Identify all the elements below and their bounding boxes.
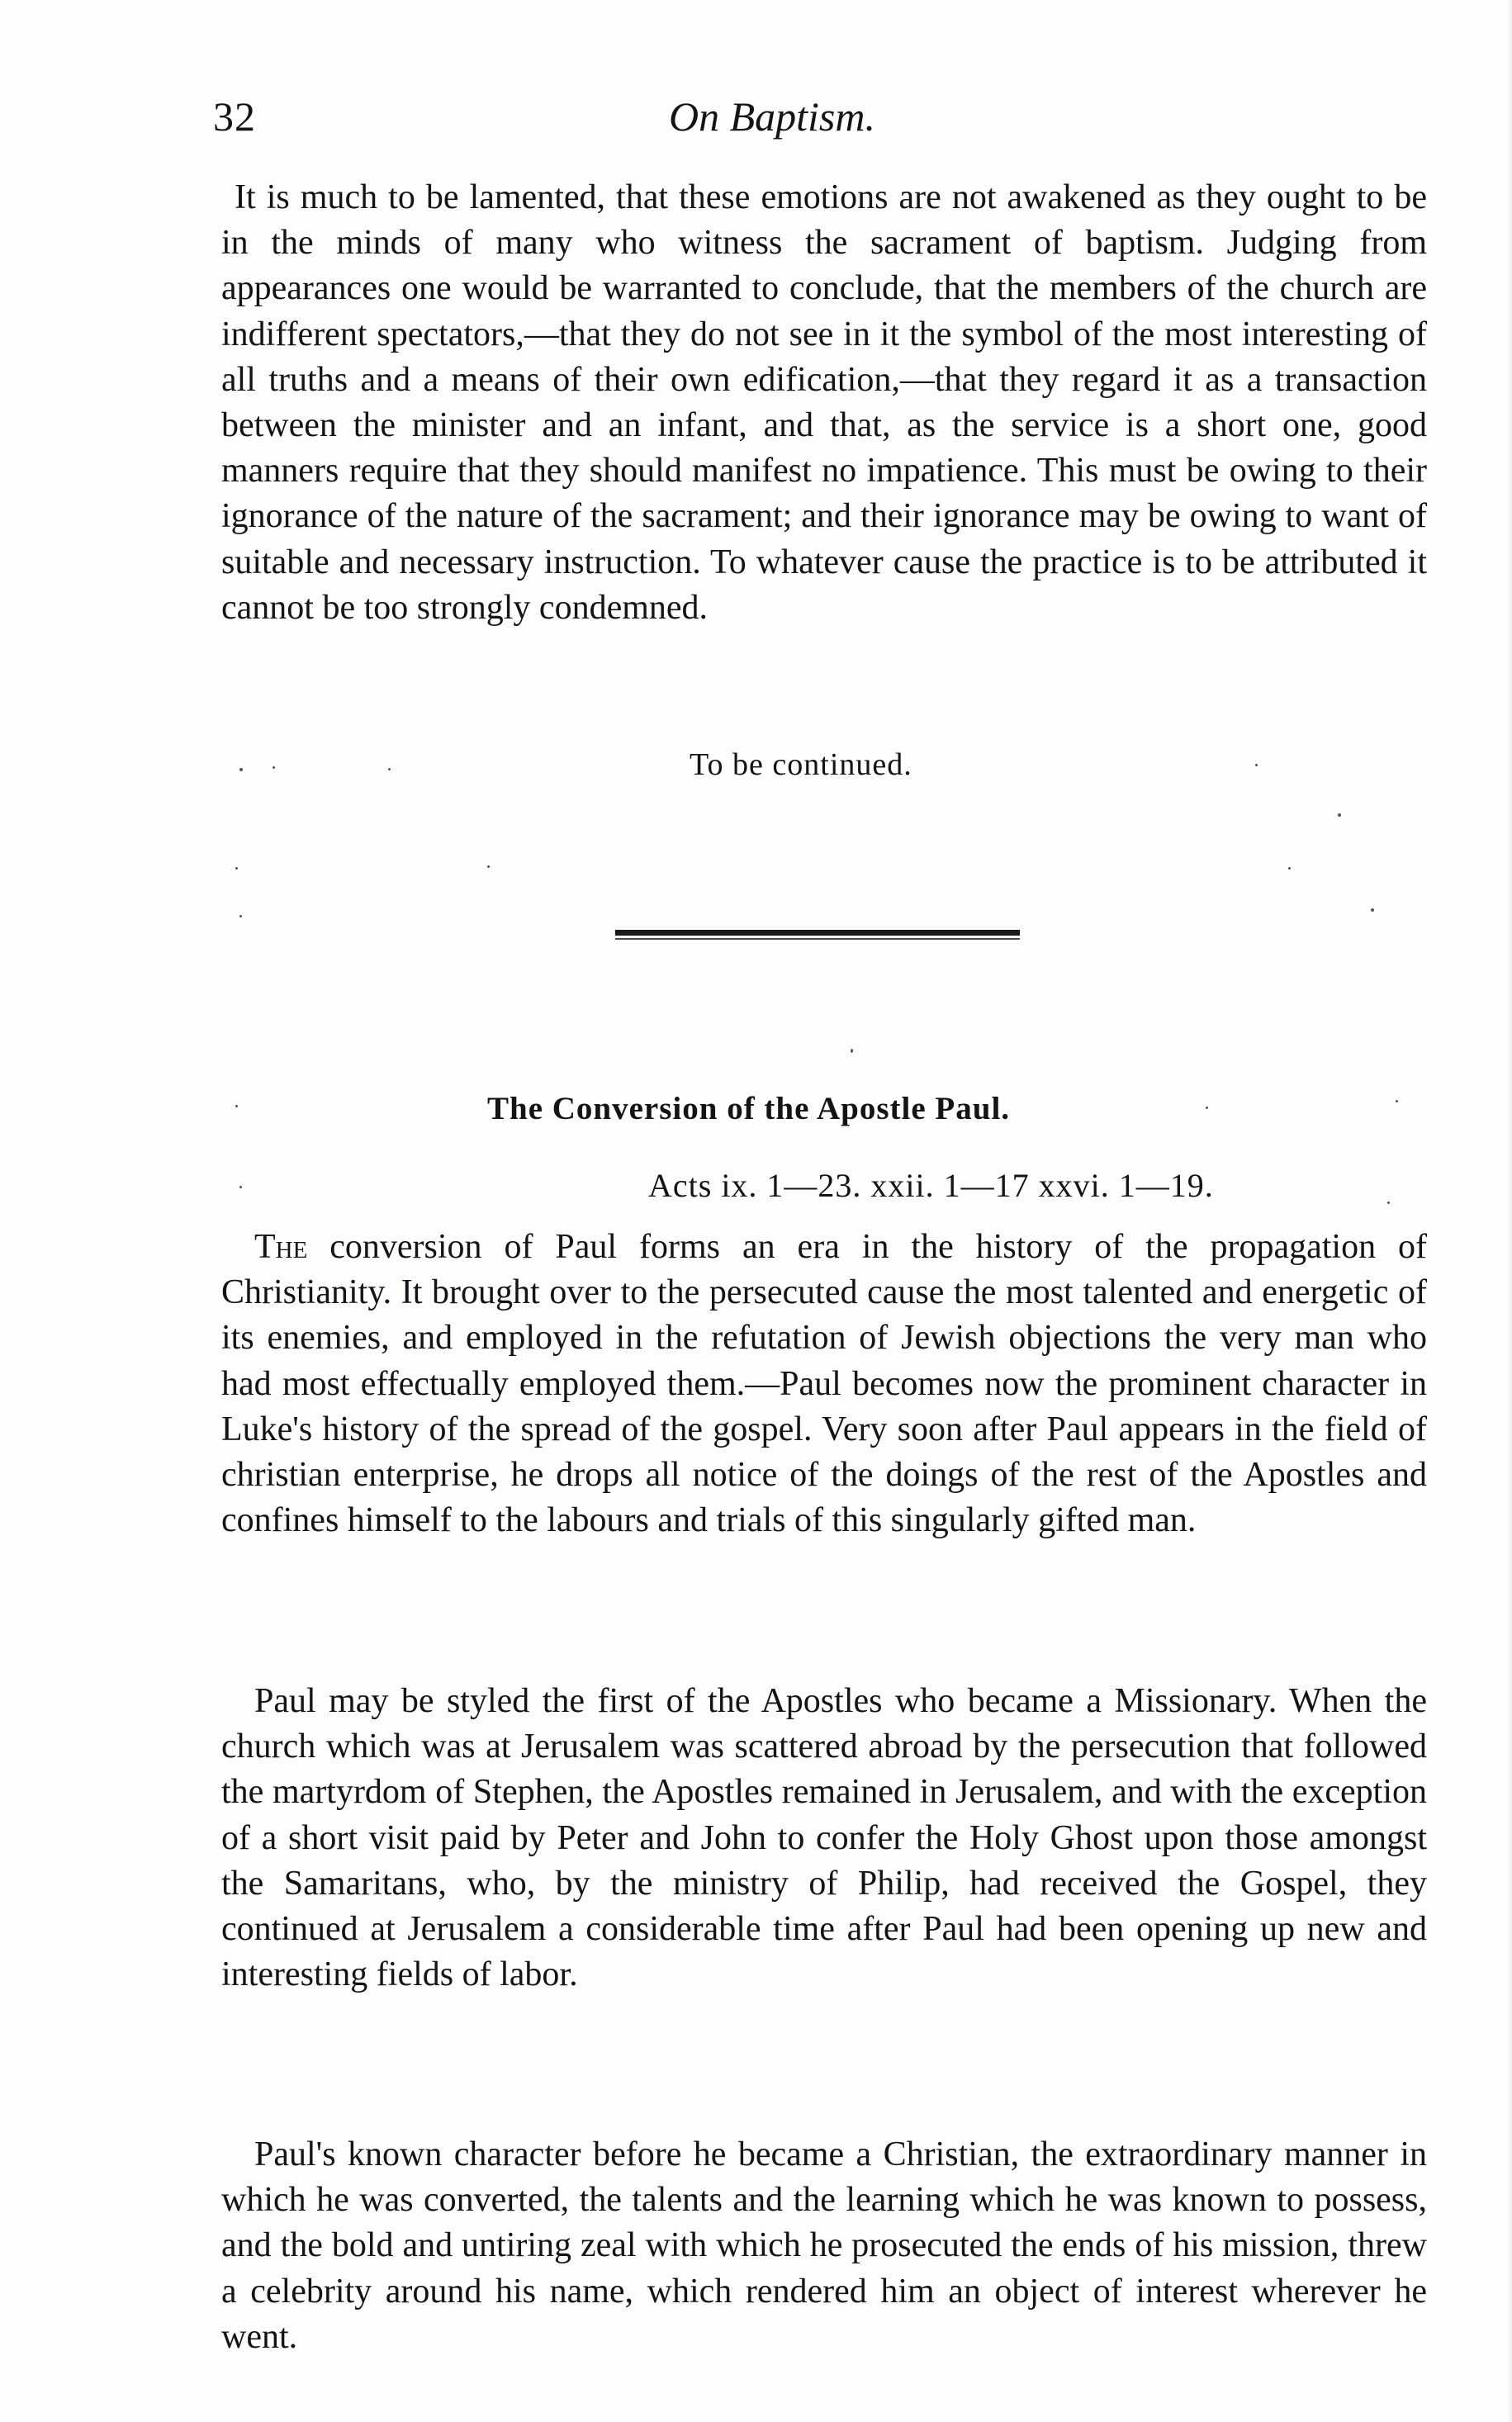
- section-divider-rule: [615, 928, 1020, 941]
- scan-speck: [273, 766, 275, 769]
- scan-speck: [851, 1049, 853, 1053]
- scan-speck: [239, 1186, 242, 1188]
- article-paragraph-1: [221, 1225, 1427, 1543]
- scan-speck: [1206, 1107, 1208, 1109]
- scan-speck: [1396, 1100, 1398, 1102]
- scan-speck: [1255, 764, 1258, 766]
- article-paragraph-1-text: conversion of Paul forms an era in the history of the propagation of Christianity. It brought over to the persecuted cause the most talented and energetic of its enemies, and employed in the refutation of Jewish objections the very man who had most effectually employed them.—Paul becomes now the prominent character in Luke's history of the spread of the gospel. Very soon after Paul appears in the field of christian enterprise, he drops all notice of the doings of the rest of the Apostles and confines himself to the labours and trials of this singularly gifted man.: [221, 1228, 1427, 1540]
- article-paragraph-3: Paul's known character before he became a Christian, the extraordinary manner in which he was converted, the talents and the learning which he was known to possess, and the bold and untiring zeal with which he prosecuted the ends of his mission, threw a celebrity around his name, which rendered him an object of interest wherever he went.: [221, 2135, 1427, 2356]
- scan-speck: [239, 768, 243, 771]
- baptism-paragraph: It is much to be lamented, that these emotions are not awakened as they ought to be in the minds of many who witness the sacrament of baptism. Judging from appearances one would be warranted to conclude, that the members of the church are indifferent spectators,—that they do not see in it the symbol of the most interesting of all truths and a means of their own edification,—that they regard it as a transaction between the minister and an infant, and that, as the service is a short one, good manners require that they should manifest no impatience. This must be owing to their ignorance of the nature of the sacrament; and their ignorance may be owing to want of suitable and necessary instruction. To whatever cause the practice is to be attributed it cannot be too strongly condemned.: [221, 178, 1427, 627]
- to-be-continued-note: To be continued.: [690, 747, 912, 782]
- opening-word: The: [254, 1228, 308, 1266]
- scan-speck: [1371, 908, 1374, 912]
- scan-speck: [235, 1105, 238, 1107]
- scan-speck: [388, 768, 391, 770]
- page-number: 32: [213, 93, 256, 140]
- scan-speck: [1387, 1202, 1390, 1204]
- page-edge-shadow: [1507, 0, 1512, 2422]
- scan-speck: [1288, 867, 1291, 870]
- running-head: On Baptism.: [669, 93, 875, 140]
- article-title: The Conversion of the Apostle Paul.: [487, 1091, 1011, 1126]
- scan-speck: [235, 867, 238, 870]
- divider-thin-line: [615, 938, 1020, 940]
- divider-thick-line: [615, 930, 1020, 936]
- article-paragraph-2: Paul may be styled the first of the Apostles who became a Missionary. When the church which was at Jerusalem was scattered abroad by the persecution that followed the martyrdom of Stephen, the Apostles remained in Jerusalem, and with the exception of a short visit paid by Peter and John to confer the Holy Ghost upon those amongst the Samaritans, who, by the ministry of Philip, had received the Gospel, they continued at Jerusalem a considerable time after Paul had been opening up new and interesting fields of labor.: [221, 1682, 1427, 1994]
- scan-speck: [487, 865, 490, 868]
- scripture-reference: Acts ix. 1—23. xxii. 1—17 xxvi. 1—19.: [648, 1167, 1214, 1204]
- scan-speck: [1338, 813, 1341, 817]
- scan-speck: [239, 915, 242, 917]
